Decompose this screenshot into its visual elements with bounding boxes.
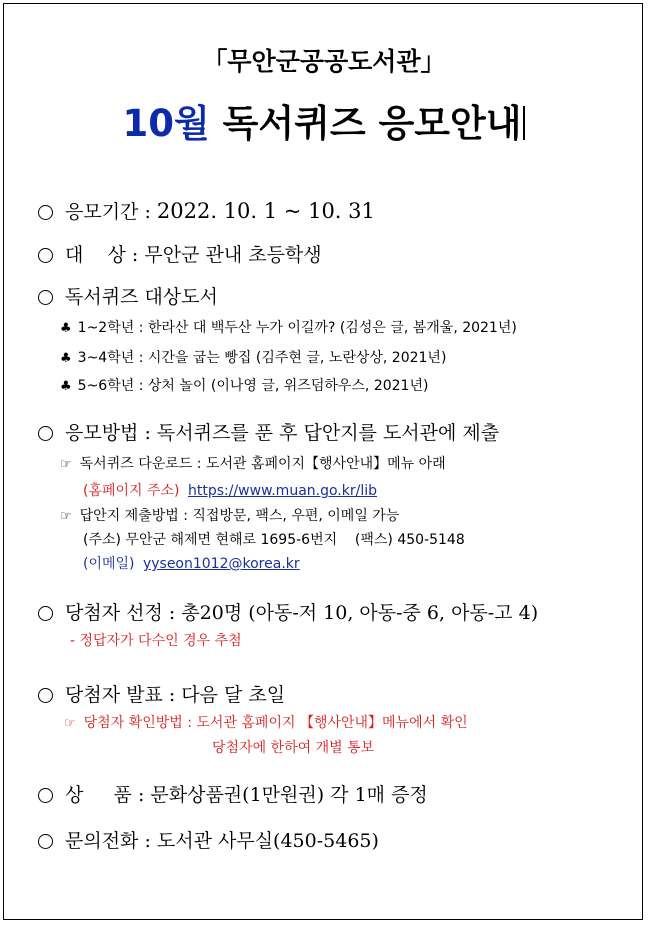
books-label: 독서퀴즈 대상도서 [65,286,218,308]
address-line: (주소) 무안군 해제면 현해로 1695-6번지 (팩스) 450-5148 [83,532,465,548]
announcement-row [38,680,285,707]
club-icon: ♣ [60,321,72,336]
submit-line [60,505,399,525]
email-link[interactable]: yyseon1012@korea.kr [142,556,300,572]
contact-row [38,826,379,853]
pointing-hand-icon: ☞ [60,457,72,472]
target-label: 대 상 : [65,244,145,266]
club-icon: ♣ [60,379,72,394]
download-text: 독서퀴즈 다운로드 : 도서관 홈페이지【행사안내】메뉴 아래 [79,456,446,472]
circle-bullet-icon [38,606,53,621]
selection-note: - 정답자가 다수인 경우 추첨 [70,633,242,649]
book-item [60,317,517,337]
homepage-label: (홈페이지 주소) [83,483,180,499]
period-value: 2022. 10. 1 ~ 10. 31 [156,199,375,223]
circle-bullet-icon [38,788,53,803]
pointing-hand-icon: ☞ [60,509,72,524]
homepage-line [83,480,377,500]
announcement-label: 당첨자 발표 : 다음 달 초일 [65,684,286,706]
homepage-link[interactable]: https://www.muan.go.kr/lib [187,483,377,499]
books-heading [38,282,218,309]
selection-label: 당첨자 선정 : 총20명 (아동-저 10, 아동-중 6, 아동-고 4) [65,602,539,624]
title-month: 10월 [122,102,210,145]
target-value: 무안군 관내 초등학생 [144,244,322,266]
method-row [38,418,499,445]
email-label: (이메일) [83,556,135,572]
title-text: 독서퀴즈 응모안내 [209,102,522,145]
page-title [0,93,648,147]
organization-name: 「무안군공공도서관」 [202,47,446,76]
contact-label: 문의전화 : 도서관 사무실(450-5465) [65,830,379,852]
book-item-text: 1~2학년 : 한라산 대 백두산 누가 이길까? (김성은 글, 봄개울, 2021년) [77,320,517,336]
circle-bullet-icon [38,205,53,220]
check-method-line [64,712,468,732]
book-item [60,375,428,395]
circle-bullet-icon [38,834,53,849]
submit-text: 답안지 제출방법 : 직접방문, 팩스, 우편, 이메일 가능 [79,508,400,524]
email-line [83,553,300,573]
circle-bullet-icon [38,248,53,263]
club-icon: ♣ [60,351,72,366]
period-label: 응모기간 : [65,201,157,223]
check-method-text: 당첨자 확인방법 : 도서관 홈페이지 【행사안내】메뉴에서 확인 [83,715,468,731]
method-label: 응모방법 : 독서퀴즈를 푼 후 답안지를 도서관에 제출 [65,422,500,444]
text-cursor [523,106,525,140]
period-row [38,197,375,224]
download-line [60,453,446,473]
pointing-hand-icon: ☞ [64,716,76,731]
circle-bullet-icon [38,290,53,305]
target-row [38,240,322,267]
circle-bullet-icon [38,688,53,703]
prize-row [38,780,428,807]
check-method-line2: 당첨자에 한하여 개별 통보 [212,740,375,756]
circle-bullet-icon [38,426,53,441]
selection-row [38,598,538,625]
book-item [60,347,446,367]
book-item-text: 5~6학년 : 상처 놀이 (이나영 글, 위즈덤하우스, 2021년) [77,378,429,394]
book-item-text: 3~4학년 : 시간을 굽는 빵집 (김주현 글, 노란상상, 2021년) [77,350,447,366]
prize-label: 상 품 : 문화상품권(1만원권) 각 1매 증정 [65,784,428,806]
